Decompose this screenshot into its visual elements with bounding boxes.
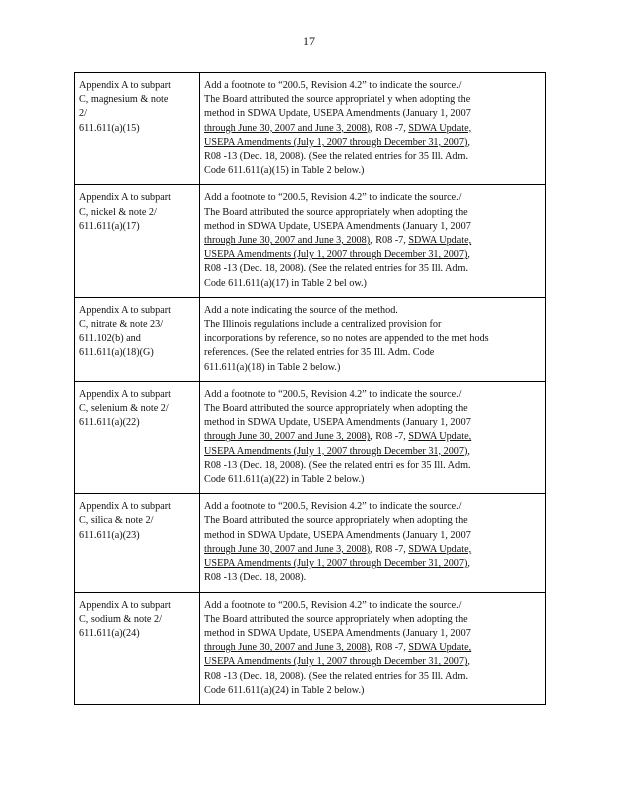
description-line bbox=[204, 206, 541, 220]
description-line bbox=[204, 473, 541, 487]
reference-line: 2/ bbox=[79, 108, 87, 120]
description-line bbox=[204, 191, 541, 205]
description-line bbox=[204, 122, 541, 136]
text-segment: method in SDWA Update, USEPA Amendments (January 1, 2007 bbox=[204, 529, 471, 541]
text-segment: method in SDWA Update, USEPA Amendments (January 1, 2007 bbox=[204, 627, 471, 639]
description-line bbox=[204, 500, 541, 514]
text-segment: 611.611(a)(18) in Table 2 below.) bbox=[204, 361, 341, 373]
description-line bbox=[204, 557, 541, 571]
description-line bbox=[204, 430, 541, 444]
description-line bbox=[204, 402, 541, 416]
text-segment: , bbox=[467, 445, 470, 457]
description-line bbox=[204, 416, 541, 430]
text-segment: , bbox=[467, 558, 470, 570]
text-segment: references. (See the related entries for 35 Ill. Adm. Code bbox=[204, 347, 435, 359]
underlined-text: SDWA Update, bbox=[408, 122, 472, 134]
description-line bbox=[204, 361, 541, 375]
text-segment: , R08 -7, bbox=[370, 431, 409, 443]
description-line bbox=[204, 220, 541, 234]
table-row bbox=[75, 381, 546, 493]
text-segment: , R08 -7, bbox=[370, 543, 409, 555]
text-segment: R08 -13 (Dec. 18, 2008). (See the related entries for 35 Ill. Adm. bbox=[204, 263, 469, 275]
description-line bbox=[204, 136, 541, 150]
description-line bbox=[204, 445, 541, 459]
underlined-text: USEPA Amendments (July 1, 2007 through December 31, 2007) bbox=[204, 558, 468, 570]
text-segment: , R08 -7, bbox=[370, 642, 409, 654]
text-segment: , bbox=[467, 656, 470, 668]
underlined-text: SDWA Update, bbox=[408, 235, 472, 247]
reference-line: Appendix A to subpart bbox=[79, 388, 171, 400]
reference-line: 611.102(b) and bbox=[79, 333, 141, 345]
text-segment: Code 611.611(a)(17) in Table 2 bel ow.) bbox=[204, 277, 367, 289]
text-segment: Add a footnote to “200.5, Revision 4.2” to indicate the source./ bbox=[204, 80, 462, 91]
underlined-text: SDWA Update, bbox=[408, 642, 472, 654]
description-line bbox=[204, 234, 541, 248]
text-segment: Code 611.611(a)(24) in Table 2 below.) bbox=[204, 684, 365, 696]
text-segment: , R08 -7, bbox=[370, 235, 409, 247]
text-segment: Add a footnote to “200.5, Revision 4.2” to indicate the source./ bbox=[204, 388, 462, 400]
underlined-text: USEPA Amendments (July 1, 2007 through December 31, 2007) bbox=[204, 445, 468, 457]
page-number: 17 bbox=[303, 34, 315, 48]
section-reference-cell bbox=[75, 494, 200, 592]
change-description-cell bbox=[200, 494, 546, 592]
text-segment: The Board attributed the source appropriately when adopting the bbox=[204, 206, 468, 218]
reference-line: Appendix A to subpart bbox=[79, 192, 171, 204]
text-segment: method in SDWA Update, USEPA Amendments (January 1, 2007 bbox=[204, 417, 471, 429]
table-row bbox=[75, 185, 546, 297]
reference-line: C, silica & note 2/ bbox=[79, 515, 154, 527]
reference-line: Appendix A to subpart bbox=[79, 304, 171, 316]
section-reference-cell bbox=[75, 73, 200, 185]
underlined-text: SDWA Update, bbox=[408, 543, 472, 555]
table-row bbox=[75, 592, 546, 704]
underlined-text: through June 30, 2007 and June 3, 2008) bbox=[204, 642, 371, 654]
reference-line: Appendix A to subpart bbox=[79, 599, 171, 611]
text-segment: Add a footnote to “200.5, Revision 4.2” to indicate the source./ bbox=[204, 501, 462, 513]
text-segment: R08 -13 (Dec. 18, 2008). bbox=[204, 572, 307, 584]
description-line bbox=[204, 613, 541, 627]
description-line bbox=[204, 529, 541, 543]
description-line bbox=[204, 318, 541, 332]
text-segment: incorporations by reference, so no notes are appended to the met hods bbox=[204, 333, 489, 345]
reference-line: 611.611(a)(24) bbox=[79, 627, 140, 639]
change-description-cell bbox=[200, 73, 546, 185]
description-line bbox=[204, 164, 541, 178]
text-segment: Add a footnote to “200.5, Revision 4.2” to indicate the source./ bbox=[204, 192, 462, 204]
description-line bbox=[204, 571, 541, 585]
underlined-text: through June 30, 2007 and June 3, 2008) bbox=[204, 235, 371, 247]
text-segment: , bbox=[467, 249, 470, 261]
change-description-cell bbox=[200, 381, 546, 493]
table-body bbox=[75, 73, 546, 705]
description-line bbox=[204, 346, 541, 360]
underlined-text: through June 30, 2007 and June 3, 2008) bbox=[204, 431, 371, 443]
text-segment: The Illinois regulations include a centralized provision for bbox=[204, 319, 442, 331]
description-line bbox=[204, 459, 541, 473]
text-segment: R08 -13 (Dec. 18, 2008). (See the related entries for 35 Ill. Adm. bbox=[204, 151, 469, 163]
description-line bbox=[204, 107, 541, 121]
description-line bbox=[204, 543, 541, 557]
text-segment: R08 -13 (Dec. 18, 2008). (See the related entries for 35 Ill. Adm. bbox=[204, 670, 469, 682]
section-reference-cell bbox=[75, 381, 200, 493]
amendments-table bbox=[74, 72, 546, 705]
text-segment: Code 611.611(a)(15) in Table 2 below.) bbox=[204, 165, 365, 177]
table-row bbox=[75, 73, 546, 185]
reference-line: C, selenium & note 2/ bbox=[79, 403, 169, 415]
text-segment: Add a footnote to “200.5, Revision 4.2” to indicate the source./ bbox=[204, 599, 462, 611]
section-reference-cell bbox=[75, 592, 200, 704]
description-line bbox=[204, 150, 541, 164]
text-segment: The Board attributed the source appropriately when adopting the bbox=[204, 515, 468, 527]
reference-line: 611.611(a)(18)(G) bbox=[79, 347, 154, 359]
description-line bbox=[204, 93, 541, 107]
reference-line: Appendix A to subpart bbox=[79, 501, 171, 513]
underlined-text: USEPA Amendments (July 1, 2007 through December 31, 2007) bbox=[204, 656, 468, 668]
text-segment: Code 611.611(a)(22) in Table 2 below.) bbox=[204, 474, 365, 486]
table-row bbox=[75, 494, 546, 592]
text-segment: , bbox=[467, 136, 470, 148]
description-line bbox=[204, 655, 541, 669]
description-line bbox=[204, 277, 541, 291]
underlined-text: SDWA Update, bbox=[408, 431, 472, 443]
text-segment: method in SDWA Update, USEPA Amendments (January 1, 2007 bbox=[204, 108, 471, 120]
description-line bbox=[204, 599, 541, 613]
text-segment: , R08 -7, bbox=[370, 122, 409, 134]
description-line bbox=[204, 79, 541, 93]
description-line bbox=[204, 641, 541, 655]
underlined-text: USEPA Amendments (July 1, 2007 through December 31, 2007) bbox=[204, 249, 468, 261]
change-description-cell bbox=[200, 185, 546, 297]
reference-line: C, nickel & note 2/ bbox=[79, 206, 157, 218]
text-segment: method in SDWA Update, USEPA Amendments (January 1, 2007 bbox=[204, 220, 471, 232]
section-reference-cell bbox=[75, 297, 200, 381]
reference-line: C, sodium & note 2/ bbox=[79, 613, 162, 625]
reference-line: Appendix A to subpart bbox=[79, 80, 171, 91]
table-row bbox=[75, 297, 546, 381]
description-line bbox=[204, 514, 541, 528]
reference-line: C, magnesium & note bbox=[79, 94, 169, 106]
description-line bbox=[204, 304, 541, 318]
section-reference-cell bbox=[75, 185, 200, 297]
reference-line: 611.611(a)(15) bbox=[79, 122, 140, 134]
text-segment: The Board attributed the source appropriately when adopting the bbox=[204, 613, 468, 625]
change-description-cell bbox=[200, 297, 546, 381]
text-segment: The Board attributed the source appropriately when adopting the bbox=[204, 403, 468, 415]
description-line bbox=[204, 262, 541, 276]
description-line bbox=[204, 248, 541, 262]
change-description-cell bbox=[200, 592, 546, 704]
reference-line: 611.611(a)(17) bbox=[79, 220, 140, 232]
description-line bbox=[204, 684, 541, 698]
description-line bbox=[204, 388, 541, 402]
reference-line: C, nitrate & note 23/ bbox=[79, 319, 164, 331]
text-segment: The Board attributed the source appropriatel y when adopting the bbox=[204, 94, 471, 106]
reference-line: 611.611(a)(23) bbox=[79, 529, 140, 541]
underlined-text: USEPA Amendments (July 1, 2007 through December 31, 2007) bbox=[204, 136, 468, 148]
underlined-text: through June 30, 2007 and June 3, 2008) bbox=[204, 543, 371, 555]
description-line bbox=[204, 332, 541, 346]
description-line bbox=[204, 670, 541, 684]
underlined-text: through June 30, 2007 and June 3, 2008) bbox=[204, 122, 371, 134]
text-segment: R08 -13 (Dec. 18, 2008). (See the related entri es for 35 Ill. Adm. bbox=[204, 459, 471, 471]
text-segment: Add a note indicating the source of the method. bbox=[204, 304, 398, 316]
description-line bbox=[204, 627, 541, 641]
reference-line: 611.611(a)(22) bbox=[79, 417, 140, 429]
